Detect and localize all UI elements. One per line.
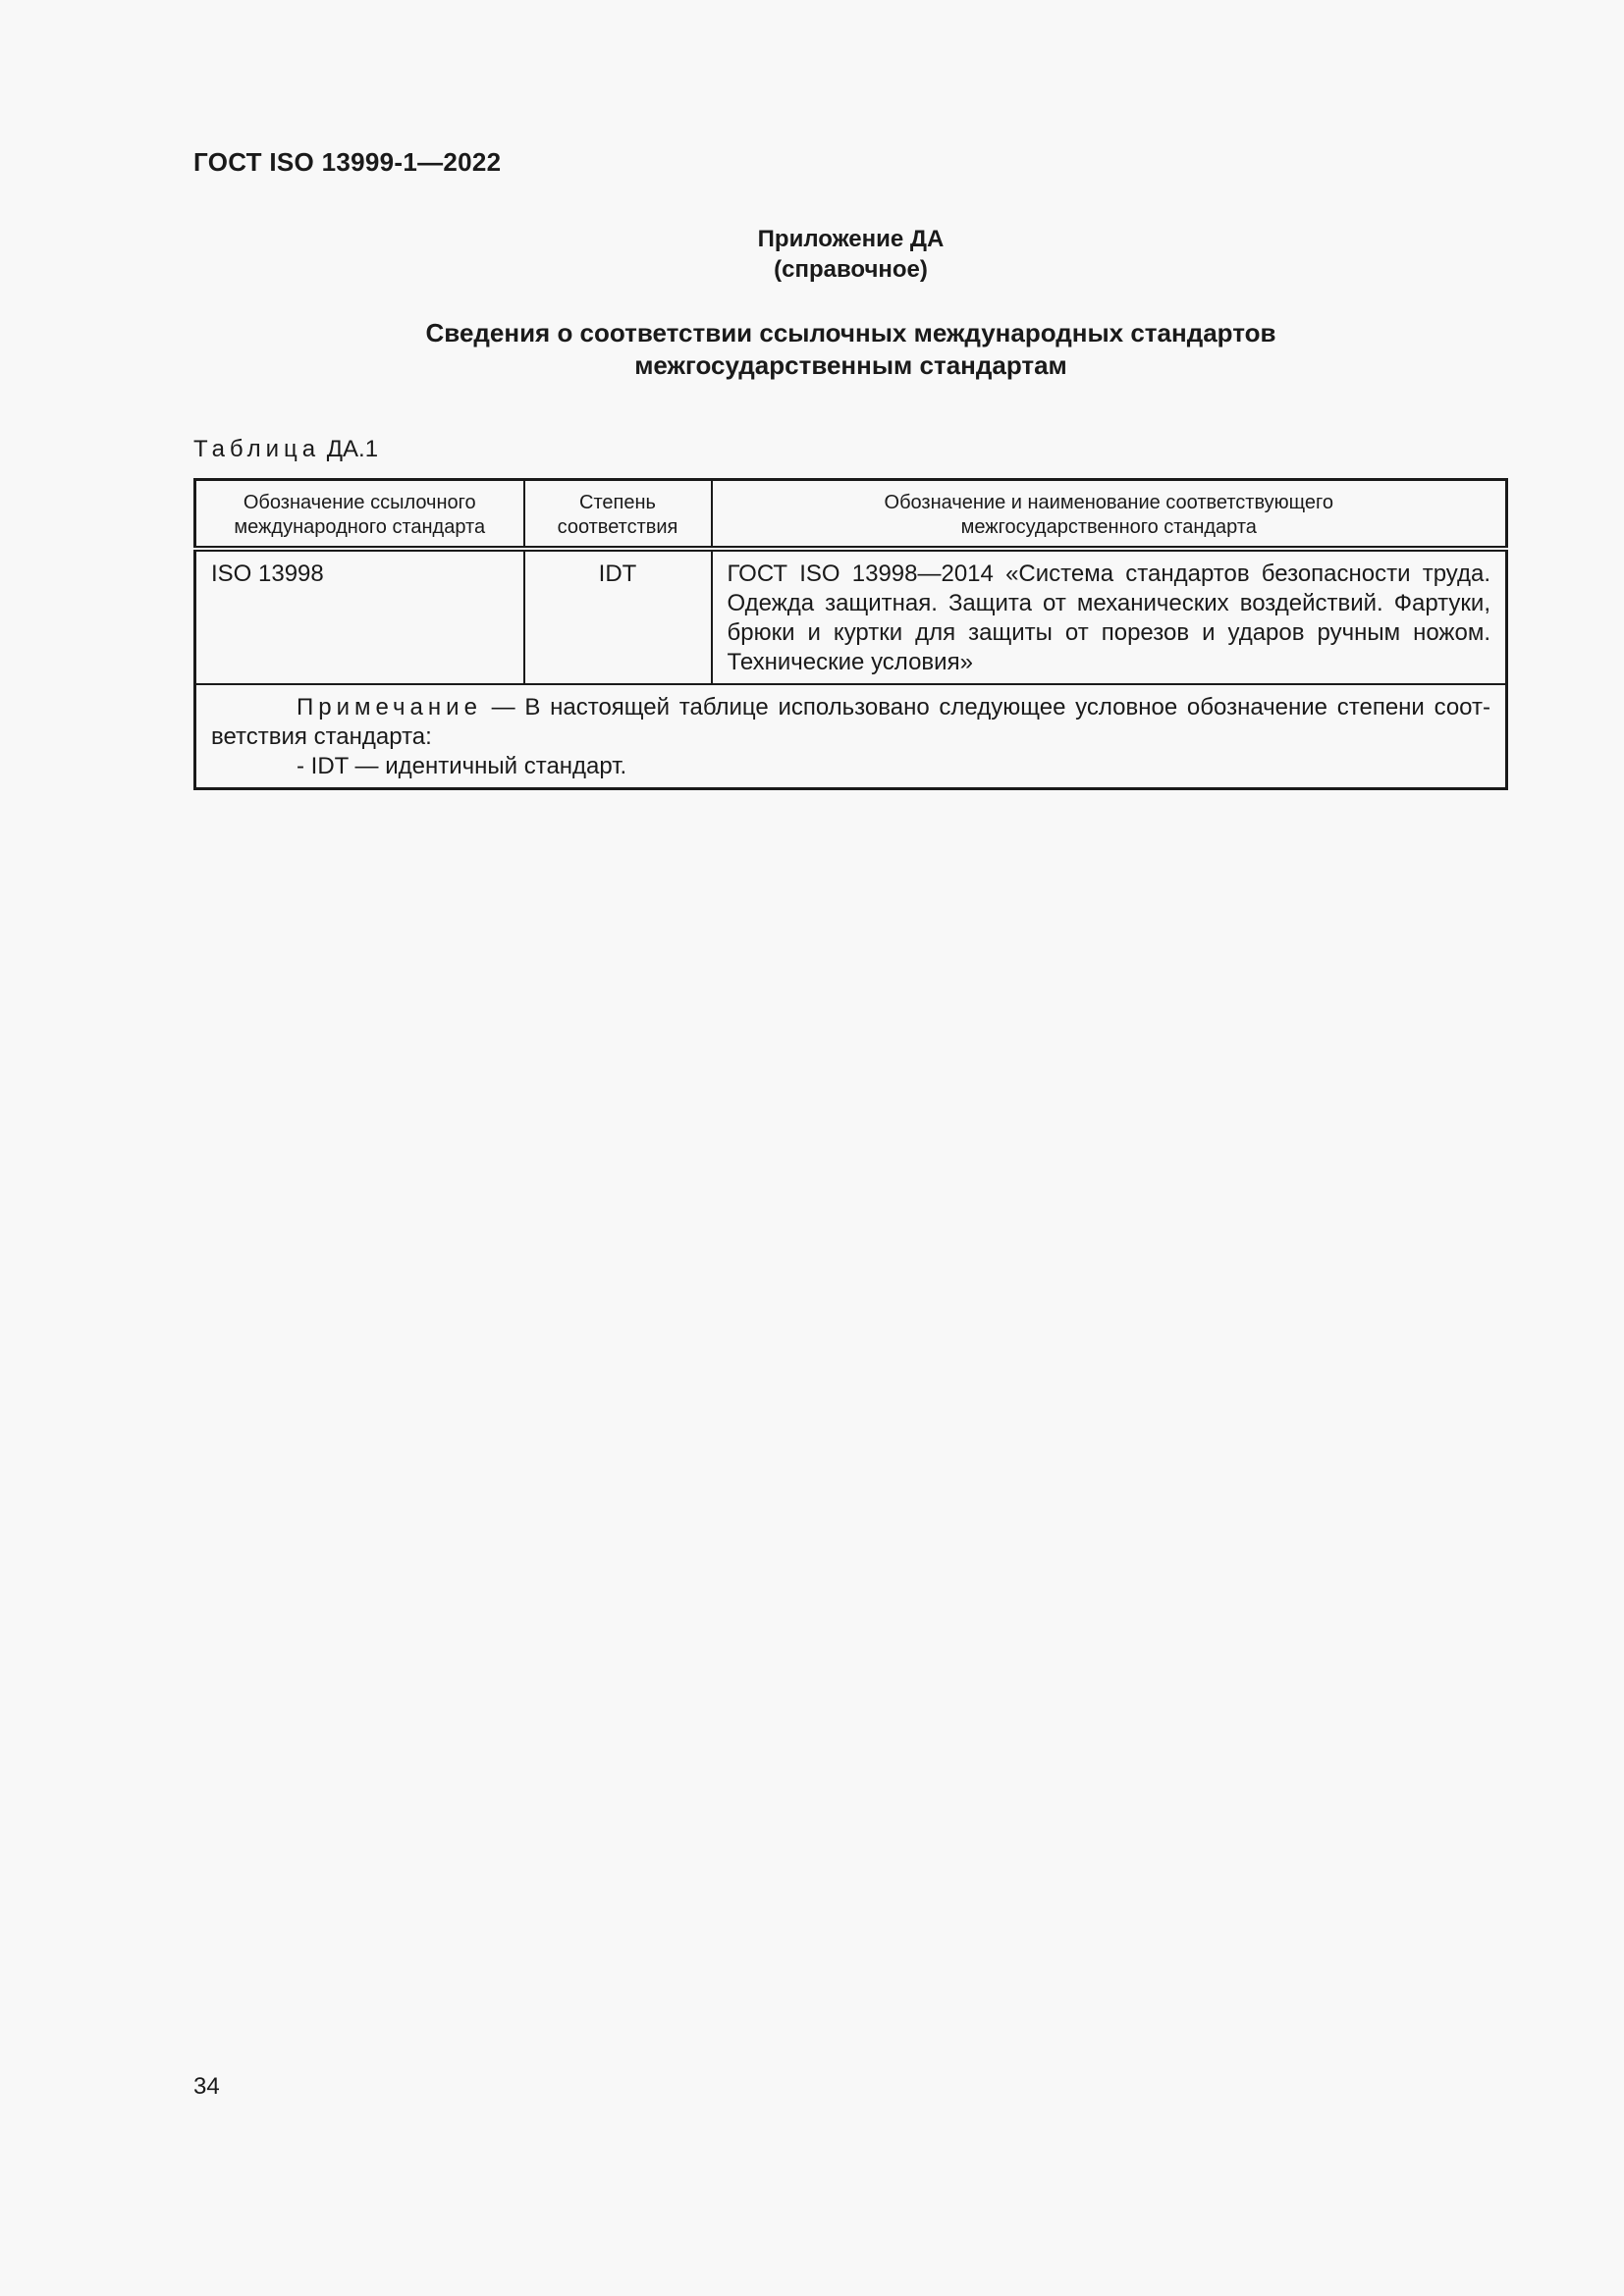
table-caption-word: Таблица (193, 436, 321, 462)
table-row (195, 549, 1507, 684)
table-caption (193, 436, 378, 463)
table-note (195, 684, 1507, 789)
column-header-line: Степень (579, 492, 656, 513)
column-header-degree (524, 480, 712, 550)
column-header-line: соответствия (557, 516, 678, 538)
note-text: — В настоящей таблице использовано следующее условное обозначение степени соответствия стандарта: (211, 694, 1490, 750)
cell-international-standard: ISO 13998 (195, 549, 524, 684)
cell-degree: IDT (524, 549, 712, 684)
correspondence-table (193, 478, 1508, 790)
section-title-line1: Сведения о соответствии ссылочных международных стандартов (425, 318, 1276, 347)
column-header-international-standard (195, 480, 524, 550)
table-note-row (195, 684, 1507, 789)
column-header-line: Обозначение ссылочного (243, 492, 476, 513)
column-header-line: межгосударственного стандарта (960, 516, 1257, 538)
column-header-line: международного стандарта (234, 516, 486, 538)
note-list-item: - IDT — идентичный стандарт. (297, 753, 627, 779)
table-caption-number: ДА.1 (326, 436, 379, 462)
section-title-line2: межгосударственным стандартам (634, 350, 1067, 380)
note-label: Примечание (297, 694, 482, 721)
appendix-title: Приложение ДА (757, 226, 945, 252)
appendix-type: (справочное) (774, 256, 928, 283)
section-title (0, 317, 1624, 382)
table-header-row (195, 480, 1507, 550)
document-code: ГОСТ ISO 13999-1—2022 (193, 147, 502, 177)
note-paragraph (211, 693, 1490, 752)
page-number: 34 (193, 2073, 220, 2100)
cell-interstate-standard: ГОСТ ISO 13998—2014 «Система стандартов безопасности труда. Одежда защитная. Защита от механических воздействий. Фартуки, брюки и куртки для защиты от порезов и ударов ручным ножом. Технические условия» (712, 549, 1507, 684)
column-header-interstate-standard (712, 480, 1507, 550)
column-header-line: Обозначение и наименование соответствующего (884, 492, 1333, 513)
